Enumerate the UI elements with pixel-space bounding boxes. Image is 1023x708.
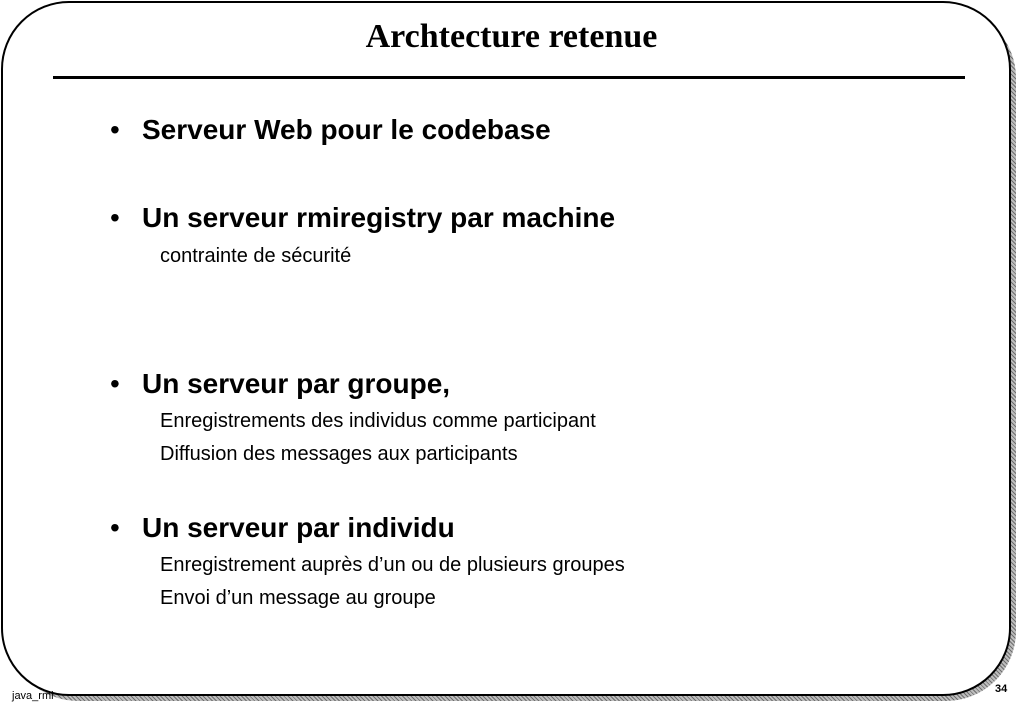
bullet-dot-icon: • [110,114,120,145]
sub-item: Diffusion des messages aux participants [160,443,518,465]
bullet-item [110,113,551,147]
bullet-item [110,511,455,545]
bullet-item [110,367,450,401]
bullet-item [110,201,615,235]
slide-title: Archtecture retenue [365,18,658,55]
bullet-text: Serveur Web pour le codebase [142,114,551,145]
sub-item: Enregistrement auprès d’un ou de plusieurs groupes [160,554,625,576]
bullet-text: Un serveur rmiregistry par machine [142,202,616,233]
footer-label: java_rmi [12,690,54,702]
sub-item: Enregistrements des individus comme participant [160,410,596,432]
bullet-text: Un serveur par groupe, [142,368,451,399]
page-number: 34 [995,683,1008,695]
bullet-dot-icon: • [110,512,120,543]
bullet-dot-icon: • [110,202,120,233]
bullet-text: Un serveur par individu [142,512,455,543]
bullet-dot-icon: • [110,368,120,399]
sub-item: Envoi d’un message au groupe [160,587,436,609]
sub-item: contrainte de sécurité [160,245,352,267]
